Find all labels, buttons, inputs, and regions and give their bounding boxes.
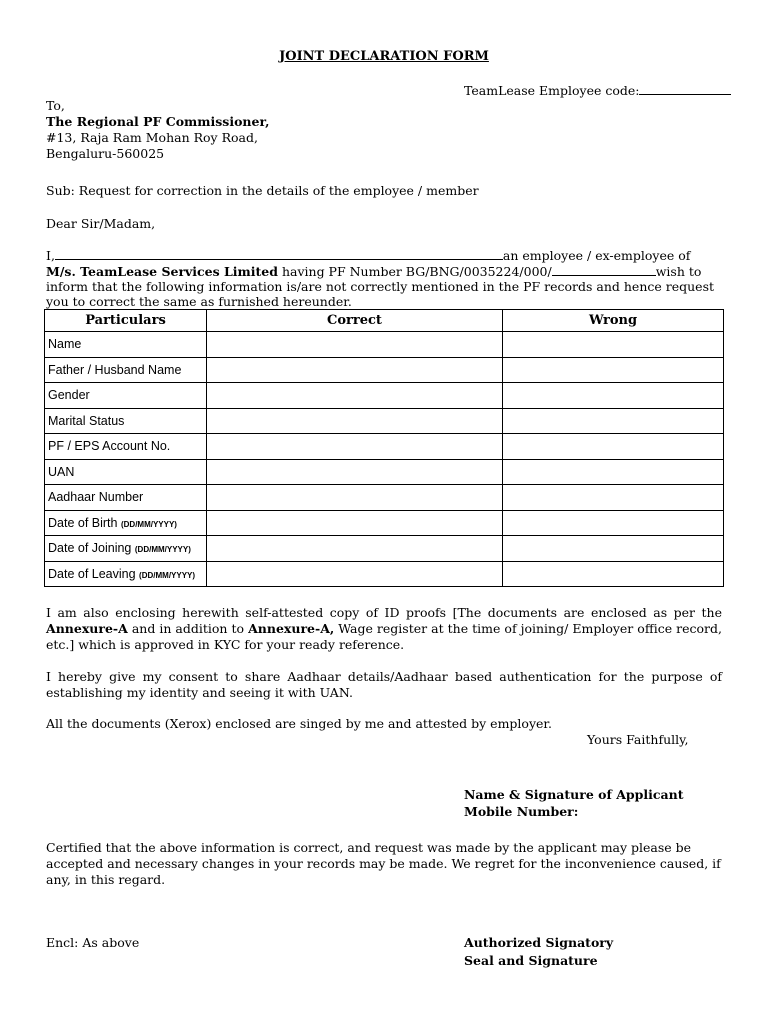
salutation: Dear Sir/Madam, (46, 216, 156, 231)
wrong-cell[interactable] (503, 485, 724, 511)
recipient-name: The Regional PF Commissioner, (46, 114, 270, 129)
correct-cell[interactable] (207, 510, 503, 536)
employee-code-label: TeamLease Employee code: (464, 83, 640, 98)
table-row (45, 561, 724, 587)
wrong-cell[interactable] (503, 383, 724, 409)
row-label: Father / Husband Name (45, 357, 207, 383)
date-format-hint: (DD/MM/YYYY) (139, 570, 196, 580)
address-line-1: #13, Raja Ram Mohan Roy Road, (46, 130, 258, 145)
wrong-cell[interactable] (503, 510, 724, 536)
employee-name-blank[interactable] (55, 247, 503, 260)
wrong-cell[interactable] (503, 332, 724, 358)
wrong-cell[interactable] (503, 434, 724, 460)
seal-signature-label: Seal and Signature (464, 953, 598, 968)
row-label: Date of Birth (DD/MM/YYYY) (45, 510, 207, 536)
wrong-cell[interactable] (503, 408, 724, 434)
row-label: Date of Leaving (DD/MM/YYYY) (45, 561, 207, 587)
address-line-2: Bengaluru-560025 (46, 146, 165, 161)
mobile-number-label: Mobile Number: (464, 804, 579, 819)
employee-code-field (464, 82, 731, 98)
correct-cell[interactable] (207, 485, 503, 511)
table-header-row (45, 310, 724, 332)
correct-cell[interactable] (207, 459, 503, 485)
table-row (45, 434, 724, 460)
row-label: Date of Joining (DD/MM/YYYY) (45, 536, 207, 562)
declaration-line-2: M/s. TeamLease Services Limited having PF Number BG/BNG/0035224/000/ wish to (46, 264, 702, 279)
table-row (45, 408, 724, 434)
table-row (45, 332, 724, 358)
employee-code-blank[interactable] (639, 82, 731, 95)
row-label: UAN (45, 459, 207, 485)
pf-number-blank[interactable] (552, 263, 656, 276)
correction-table (44, 309, 724, 587)
correct-cell[interactable] (207, 536, 503, 562)
documents-note: All the documents (Xerox) enclosed are singed by me and attested by employer. (46, 716, 552, 731)
table-row (45, 459, 724, 485)
declaration-line-1: I, an employee / ex-employee of (46, 248, 691, 263)
enclosure-note: Encl: As above (46, 935, 140, 950)
correct-cell[interactable] (207, 434, 503, 460)
table-row (45, 357, 724, 383)
date-format-hint: (DD/MM/YYYY) (120, 519, 177, 529)
company-name: M/s. TeamLease Services Limited (46, 264, 278, 279)
wrong-cell[interactable] (503, 357, 724, 383)
subject-line: Sub: Request for correction in the details of the employee / member (46, 183, 479, 198)
applicant-signature-label: Name & Signature of Applicant (464, 787, 684, 802)
date-format-hint: (DD/MM/YYYY) (134, 545, 191, 555)
header-particulars: Particulars (45, 310, 207, 332)
enclosing-paragraph: I am also enclosing herewith self-attested copy of ID proofs [The documents are enclosed as per the Annexure-A and in addition to Annexure-A, Wage register at the time of joining/ Employer office record, etc.] which is approved in KYC for your ready reference. (46, 605, 722, 652)
correct-cell[interactable] (207, 408, 503, 434)
table-row (45, 510, 724, 536)
row-label: PF / EPS Account No. (45, 434, 207, 460)
correct-cell[interactable] (207, 332, 503, 358)
wrong-cell[interactable] (503, 459, 724, 485)
table-row (45, 485, 724, 511)
row-label: Name (45, 332, 207, 358)
form-title: JOINT DECLARATION FORM (279, 49, 489, 64)
row-label: Gender (45, 383, 207, 409)
table-row (45, 536, 724, 562)
header-correct: Correct (207, 310, 503, 332)
table-row (45, 383, 724, 409)
correct-cell[interactable] (207, 561, 503, 587)
correct-cell[interactable] (207, 383, 503, 409)
wrong-cell[interactable] (503, 536, 724, 562)
wrong-cell[interactable] (503, 561, 724, 587)
row-label: Marital Status (45, 408, 207, 434)
to-greeting: To, (46, 98, 65, 113)
header-wrong: Wrong (503, 310, 724, 332)
authorized-signatory-label: Authorized Signatory (464, 935, 614, 950)
correct-cell[interactable] (207, 357, 503, 383)
consent-paragraph: I hereby give my consent to share Aadhaar details/Aadhaar based authentication for the purpose of establishing my identity and seeing it with UAN. (46, 669, 722, 700)
declaration-line-4: you to correct the same as furnished hereunder. (46, 294, 352, 309)
row-label: Aadhaar Number (45, 485, 207, 511)
certification-paragraph: Certified that the above information is correct, and request was made by the applicant may please be accepted and necessary changes in your records may be made. We regret for the inconvenience caused, if any, in this regard. (46, 840, 721, 887)
declaration-line-3: inform that the following information is/are not correctly mentioned in the PF records and hence request (46, 279, 715, 294)
closing: Yours Faithfully, (587, 732, 689, 747)
